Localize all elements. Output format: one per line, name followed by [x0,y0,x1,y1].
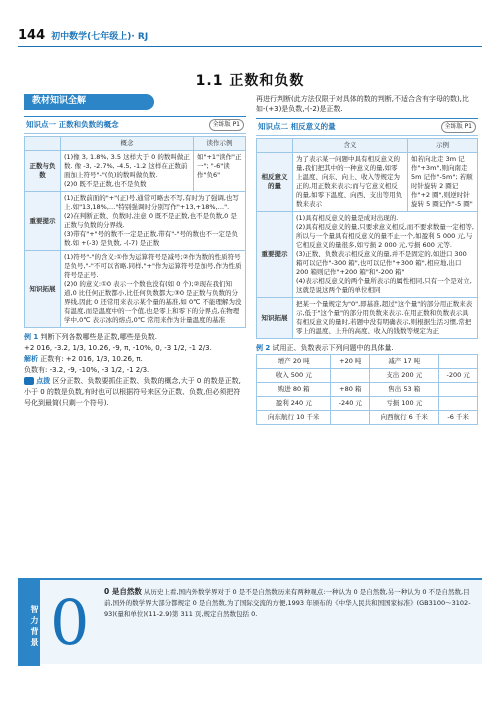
header-divider [18,46,482,47]
tip-icon [24,377,34,385]
section-title: 1.1 正数和负数 [195,73,305,89]
table-cell: 盈利 240 元 [257,397,331,411]
row-example: 如"+1"读作"正一"; "-6"读作"负6" [194,151,246,192]
row-content: 为了表示某一问题中具有相反意义的量,我们把其中的一种意义的量,如零上温度、向东、向上、收入等规定为正的,用正数来表示;而与它意义相反的量,如零下温度、向西、支出等用负数来表示 [293,153,408,212]
table-cell: 增产 20 吨 [257,355,331,369]
knowledge-point-2-header [256,118,478,136]
tip-label: 点拨 [36,377,51,385]
table-row [257,369,478,383]
table-cell [439,355,478,369]
row-heading: 正数与负数 [25,151,61,192]
example-2-table [256,354,478,425]
practice-ref-badge: 全练版 P1 [441,121,476,133]
row-heading: 重要提示 [25,192,61,251]
knowledge-point-1-header [24,116,246,134]
table-row [257,397,478,411]
table-cell: -6 千米 [439,411,478,425]
example-numbers: +2 016, -3.2, 1/3, 10.26, -9, π, -10%, 0, -3 1/2, -1 2/3. [24,344,212,352]
table-row [25,151,246,192]
answer-negative: 负数有: -3.2, -9, -10%, -3 1/2, -1 2/3. [24,366,150,374]
practice-ref-badge: 全练版 P1 [209,119,244,131]
table-cell: 向西航行 6 千米 [370,411,439,425]
row-content: (1)具有相反意义的量是成对出现的. (2)具有相反意义的量,只要求意义相反,而不要求数量一定相等,所以与一个量具有相反意义的量不止一个,如盈利 5 000 元,与它相反意义的量很多,如亏损 2 000 元,亏损 600 元等. (3)正数、负数表示相反意义的量,并不是固定的,如进口 300 箱可以记作"-300 箱",也可以记作"+300 箱",相应地,出口 200 箱则记作"+200 箱"和"-200 箱" (4)表示相反意义的两个量所表示的属性相同,只有一个是对立,这就是说这两个量的单位相同 [293,212,478,298]
table-corner [257,139,293,153]
table-cell: 购进 80 箱 [257,383,331,397]
table-cell [331,411,370,425]
example-question: 判断下列各数哪些是正数,哪些是负数. [40,333,157,341]
table-row [257,298,478,339]
row-heading: 知识拓展 [257,298,293,339]
background-text [104,586,474,620]
table-row [25,251,246,328]
left-column [24,94,246,409]
table-row [257,383,478,397]
table-cell [331,369,370,383]
row-content: (1)符号"-"的含义:①作为运算符号是减号;②作为数的性质符号是负号,"-"不可以省略.同样,"+"作为运算符号是加号,作为性质符号是正号. (2)0 的意义:①0 表示一个数也没有(如 0 个);②现在我们知道,0 比任何正数都小,比任何负数都大;③0 是正数与负数的分界线,因此 0 还常用来表示某个量的基准,如 0℃ 不能理解为没有温度,而是温度中的一个值,也是零上和零下的分界点,在物理学中,0℃ 表示冰的熔点,0℃ 常用来作为计量温度的基准 [61,251,246,328]
table-cell: 支出 200 元 [370,369,439,383]
tip-text: 区分正数、负数要抓住正数、负数的概念,大于 0 的数是正数,小于 0 的数是负数,有时也可以根据符号来区分正数、负数,但必须把符号化到最简(只剩一个符号). [24,377,241,407]
table-cell: 亏损 100 元 [370,397,439,411]
big-zero-glyph: 0 [50,586,90,659]
row-heading: 相反意义的量 [257,153,293,212]
table-corner [25,137,61,151]
example-question: 试用正、负数表示下列问题中的具体量. [272,344,394,352]
table-header: 读作示例 [194,137,246,151]
table-cell [439,383,478,397]
row-content: (1)正数前面的"+"(正)号,通常可略去不写,有时为了强调,也写上.如"13,18%,…"特别强调时分别写作"+13,+18%,…". (2)在判断正数、负数时,注意 0 既不是正数,也不是负数,0 是正数与负数的分界线. (3)带有"+"号的数不一定是正数,带有"-"号的数也不一定是负数.如 +(-3) 是负数, -(-7) 是正数 [61,192,246,251]
background-body: 从历史上看,国内外数学界对于 0 是不是自然数历来有两种观点:一种认为 0 是自然数,另一种认为 0 不是自然数,目前,国外的数学界大部分都规定 0 是自然数,为了国际交流的方便,1993 年颁布的《中华人民共和国国家标准》(GB3100～3102-93)(量和单位)(11-2.9)第 311 页,规定自然数包括 0. [104,588,471,618]
table-header: 概念 [61,137,194,151]
answer-positive: 正数有: +2 016, 1/3, 10.26, π. [40,355,143,363]
table-row [257,153,478,212]
background-info-box [18,578,482,664]
table-cell: 减产 17 吨 [370,355,439,369]
running-head: 初中数学(七年级上)· RJ [51,31,149,42]
table-cell: -240 元 [331,397,370,411]
table-row [257,212,478,298]
example-2 [256,343,478,425]
continued-text: 再进行判断(此方法仅限于对具体的数的判断,不适合含有字母的数),比如-(+3)是负数,-(-2)是正数. [256,95,469,113]
table-cell: +20 吨 [331,355,370,369]
row-content: (1)像 3, 1.8%, 3.5 这样大于 0 的数叫做正数. 像 -3, -2.7%, -4.5, -1.2 这样在正数前面加上符号"-"(负)的数叫做负数. (2)0 既不是正数,也不是负数 [61,151,194,192]
background-heading: 0 是自然数 [104,587,142,596]
table-cell: 收入 500 元 [257,369,331,383]
table-row [25,192,246,251]
row-content: 把某一个量规定为"0",即基准,超过"这个量"的部分用正数来表示,低于"这个量"的部分用负数来表示.在用正数和负数表示具有相反意义的量时,若题中没有明确表示,则根据生活习惯,常把零上的温度、上升的高度、收入的钱数等规定为正 [293,298,478,339]
table-row [257,411,478,425]
opposite-quantity-table [256,138,478,339]
example-1 [24,332,246,409]
table-header: 含义 [293,139,408,153]
table-row [257,355,478,369]
background-tag: 智力背景 [18,580,40,666]
table-header: 示例 [408,139,478,153]
knowledge-point-1-title: 知识点一 正数和负数的概念 [26,120,119,129]
row-heading: 知识拓展 [25,251,61,328]
knowledge-point-2-title: 知识点二 相反意义的量 [258,122,336,131]
row-heading: 重要提示 [257,212,293,298]
right-column [256,94,478,425]
row-example: 如若向北走 3m 记作"+3m",则向南走 5m 记作"-5m"; 若顺时针旋转 2 圈记作"+2 圈",则逆时针旋转 5 圈记作"-5 圈" [408,153,478,212]
example-label: 例 2 [256,344,271,352]
section-banner: 教材知识全解 [24,94,154,110]
table-cell: 向东航行 10 千米 [257,411,331,425]
example-label: 例 1 [24,333,39,341]
page-number: 144 [18,27,46,43]
concept-table [24,136,246,328]
table-cell [439,397,478,411]
analysis-label: 解析 [24,355,38,363]
table-cell: 售出 53 箱 [370,383,439,397]
table-cell: -200 元 [439,369,478,383]
page-header [18,27,148,43]
table-cell: +80 箱 [331,383,370,397]
